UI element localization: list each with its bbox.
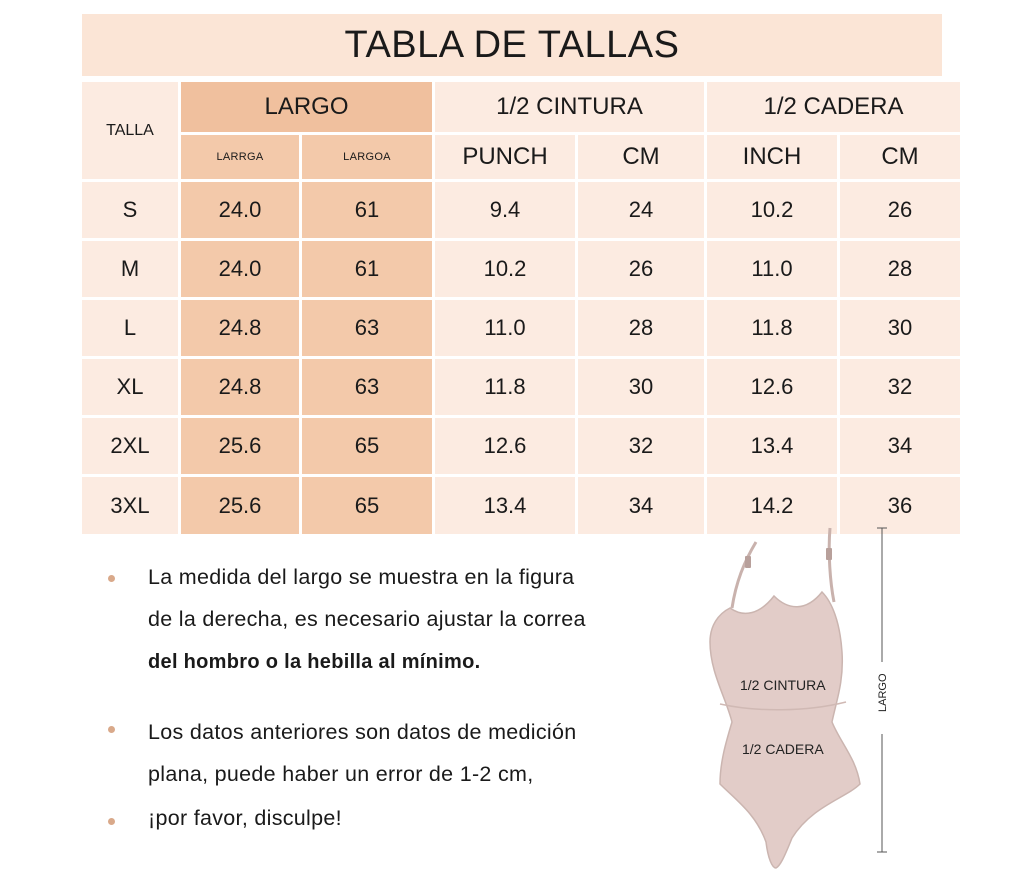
cell-cintura-inch: 13.4 xyxy=(435,477,575,534)
page-title: TABLA DE TALLAS xyxy=(82,14,942,76)
subheader-largo-2: LARGOA xyxy=(302,135,432,179)
cell-cadera-cm: 34 xyxy=(840,418,960,474)
cell-cintura-cm: 34 xyxy=(578,477,704,534)
cell-cadera-inch: 11.0 xyxy=(707,241,837,297)
cell-cadera-inch: 10.2 xyxy=(707,182,837,238)
cell-largo-inch: 25.6 xyxy=(181,477,299,534)
cadera-group-header: 1/2 CADERA xyxy=(707,82,960,132)
strap-left xyxy=(732,542,756,608)
cell-cintura-inch: 11.8 xyxy=(435,359,575,415)
cell-size: L xyxy=(82,300,178,356)
cell-cintura-inch: 11.0 xyxy=(435,300,575,356)
cell-largo-cm: 65 xyxy=(302,418,432,474)
bodysuit-illustration xyxy=(696,522,906,870)
size-table xyxy=(82,82,942,520)
subheader-largo-1: LARRGA xyxy=(181,135,299,179)
largo-group-header: LARGO xyxy=(181,82,432,132)
cell-largo-cm: 63 xyxy=(302,300,432,356)
cell-largo-inch: 24.0 xyxy=(181,241,299,297)
cell-size: 2XL xyxy=(82,418,178,474)
hip-label: 1/2 CADERA xyxy=(742,741,824,757)
strap-right xyxy=(829,528,834,602)
cell-cadera-cm: 32 xyxy=(840,359,960,415)
cell-largo-cm: 61 xyxy=(302,182,432,238)
bullet-icon xyxy=(108,726,115,733)
cell-largo-inch: 25.6 xyxy=(181,418,299,474)
cell-largo-cm: 61 xyxy=(302,241,432,297)
cell-size: XL xyxy=(82,359,178,415)
cell-size: S xyxy=(82,182,178,238)
cell-largo-inch: 24.8 xyxy=(181,300,299,356)
subheader-cintura-cm: CM xyxy=(578,135,704,179)
bullet-icon xyxy=(108,575,115,582)
cell-size: M xyxy=(82,241,178,297)
cell-cadera-cm: 26 xyxy=(840,182,960,238)
subheader-cintura-inch: PUNCH xyxy=(435,135,575,179)
cell-cadera-inch: 11.8 xyxy=(707,300,837,356)
cell-largo-inch: 24.0 xyxy=(181,182,299,238)
strap-buckle-left xyxy=(745,556,751,568)
note-line: plana, puede haber un error de 1-2 cm, xyxy=(148,762,534,786)
subheader-cadera-cm: CM xyxy=(840,135,960,179)
note-line: del hombro o la hebilla al mínimo. xyxy=(148,651,481,673)
bodysuit-shape xyxy=(710,592,860,868)
cell-cadera-cm: 36 xyxy=(840,477,960,534)
note-line: Los datos anteriores son datos de medición xyxy=(148,720,577,744)
cell-cintura-cm: 28 xyxy=(578,300,704,356)
note-line: ¡por favor, disculpe! xyxy=(148,806,342,830)
cell-cintura-cm: 26 xyxy=(578,241,704,297)
bodysuit-figure xyxy=(696,522,906,870)
cell-cintura-inch: 9.4 xyxy=(435,182,575,238)
cell-largo-cm: 65 xyxy=(302,477,432,534)
cell-cintura-inch: 10.2 xyxy=(435,241,575,297)
length-label: LARGO xyxy=(877,673,889,712)
strap-buckle-right xyxy=(826,548,832,560)
cell-largo-inch: 24.8 xyxy=(181,359,299,415)
cell-cadera-inch: 12.6 xyxy=(707,359,837,415)
cell-cadera-cm: 28 xyxy=(840,241,960,297)
cell-cadera-inch: 13.4 xyxy=(707,418,837,474)
cell-size: 3XL xyxy=(82,477,178,534)
bullet-icon xyxy=(108,818,115,825)
cell-cintura-inch: 12.6 xyxy=(435,418,575,474)
cell-cintura-cm: 24 xyxy=(578,182,704,238)
talla-header: TALLA xyxy=(82,82,178,179)
cintura-group-header: 1/2 CINTURA xyxy=(435,82,704,132)
waist-label: 1/2 CINTURA xyxy=(740,677,826,693)
cell-cintura-cm: 30 xyxy=(578,359,704,415)
subheader-cadera-inch: INCH xyxy=(707,135,837,179)
cell-cadera-inch: 14.2 xyxy=(707,477,837,534)
note-line: La medida del largo se muestra en la figura xyxy=(148,565,575,589)
cell-cadera-cm: 30 xyxy=(840,300,960,356)
cell-largo-cm: 63 xyxy=(302,359,432,415)
cell-cintura-cm: 32 xyxy=(578,418,704,474)
note-line: de la derecha, es necesario ajustar la correa xyxy=(148,607,586,631)
